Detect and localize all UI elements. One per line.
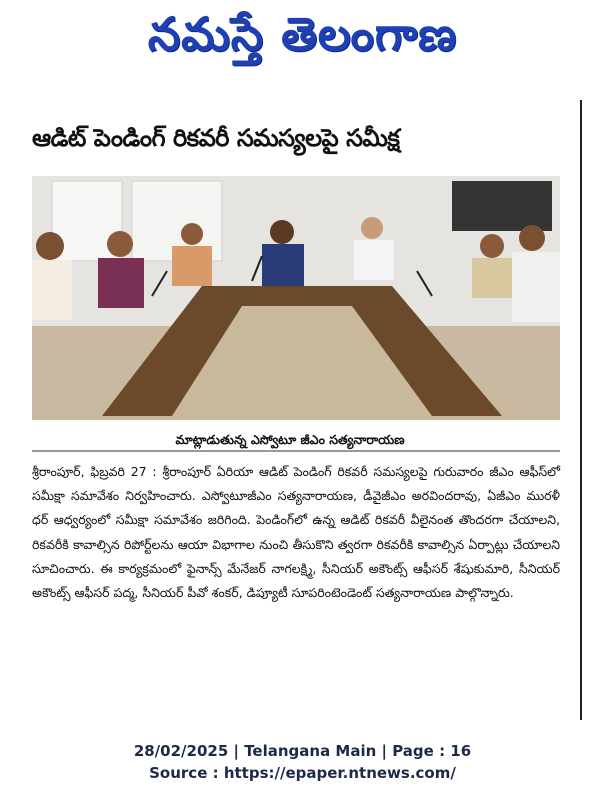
meeting-photo-illustration (32, 176, 560, 420)
article-photo (32, 176, 560, 420)
article-body: శ్రీరాంపూర్, ఫిబ్రవరి 27 : శ్రీరాంపూర్ ఏరియా ఆడిట్ పెండింగ్ రికవరీ సమస్యలపై గురువారం జీఎం ఆఫీస్‌లో సమీక్షా సమావేశం నిర్వహించారు. ఎస్వోటూజీఎం సత్యనారాయణ, డీవైజీఎం అరవిందరావు, ఏజీఎం మురళీ ధర్ ఆధ్వర్యంలో సమీక్షా సమావేశం జరిగింది. పెండింగ్‌లో ఉన్న ఆడిట్ రికవరీ వీలైనంత తొందరగా చేయాలని, రికవరీకి కావాల్సిన రిపోర్ట్‌లను ఆయా విభాగాల నుంచి తీసుకొని త్వరగా రికవరీకి కావాల్సిన ఏర్పాట్లు చేయాలని సూచించారు. ఈ కార్యక్రమంలో ఫైనాన్స్ మేనేజర్ నాగలక్ష్మి, సీనియర్ అకౌంట్స్ ఆఫీసర్ శేషుకుమారి, సీనియర్ అకౌంట్స్ ఆఫీసర్ పద్మ, సీనియర్ పీవో శంకర్, డిప్యూటీ సూపరింటెండెంట్ సత్యనారాయణ పాల్గొన్నారు. (32, 464, 560, 601)
clipping-footer (0, 740, 605, 784)
footer-source: Source : https://epaper.ntnews.com/ (149, 764, 456, 782)
masthead-logo-text: నమస్తే తెలంగాణ (147, 7, 458, 61)
photo-caption: మాట్లాడుతున్న ఎస్వోటూ జీఎం సత్యనారాయణ (175, 432, 405, 447)
news-article-clipping (10, 100, 582, 720)
caption-divider (32, 450, 560, 452)
footer-date-edition-page: 28/02/2025 | Telangana Main | Page : 16 (133, 742, 472, 760)
newspaper-masthead (0, 0, 605, 80)
article-headline: ఆడిట్ పెండింగ్ రికవరీ సమస్యలపై సమీక్ష (32, 124, 400, 152)
